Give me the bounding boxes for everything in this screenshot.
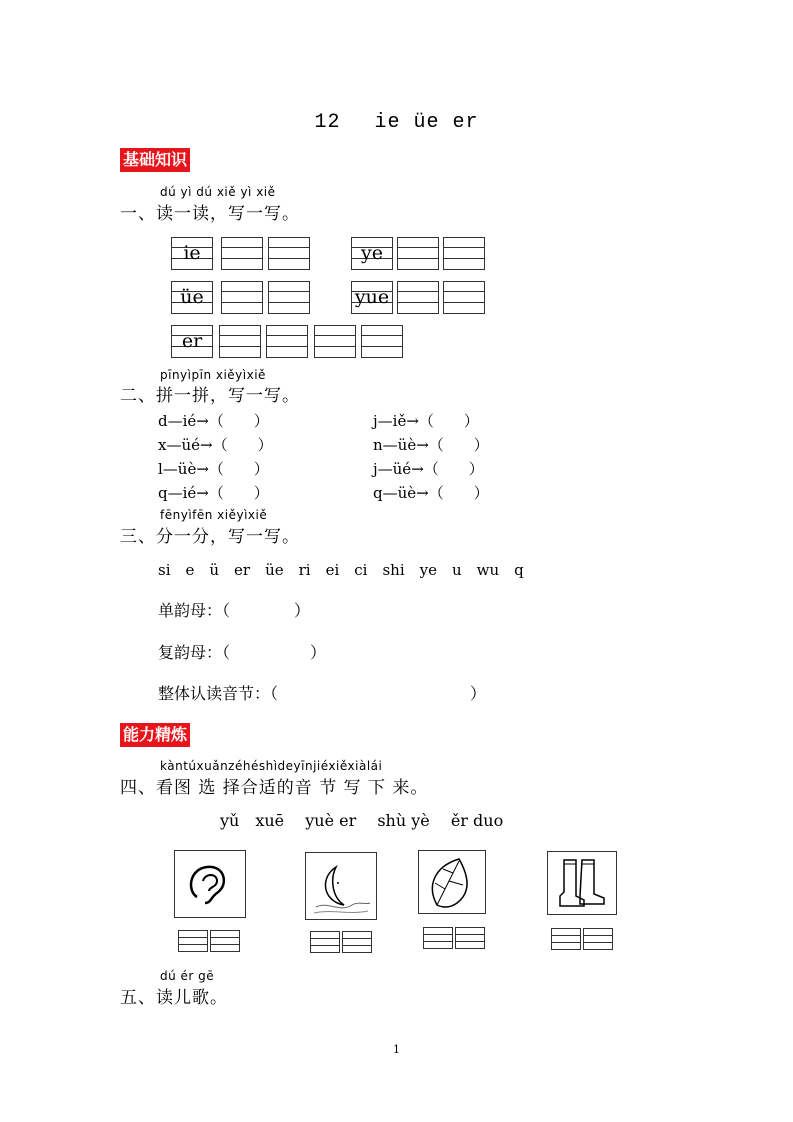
grid-cell-blank[interactable] (268, 237, 310, 270)
leaf-icon (419, 851, 485, 913)
page-number: 1 (393, 1043, 400, 1056)
grid-cell-er: er (171, 325, 213, 358)
grid-cell-blank[interactable] (266, 325, 308, 358)
grid-cell-ie: ie (171, 237, 213, 270)
answer-cell[interactable] (423, 927, 453, 949)
answer-cell[interactable] (178, 930, 208, 952)
grid-cell-blank[interactable] (219, 325, 261, 358)
q2-pinyin: pīnyìpīn xiěyìxiě (160, 368, 266, 382)
grid-cell-ue: üe (171, 281, 213, 314)
grid-cell-blank[interactable] (221, 281, 263, 314)
answer-cell[interactable] (551, 928, 581, 950)
moon-picture (305, 852, 377, 920)
ear-picture (174, 850, 246, 918)
q5-title: 五、读儿歌。 (120, 988, 228, 1008)
pinyin-exercise: n—üè→（ ） (373, 436, 489, 454)
grid-cell-blank[interactable] (268, 281, 310, 314)
grid-cell-blank[interactable] (443, 281, 485, 314)
grid-cell-blank[interactable] (314, 325, 356, 358)
ear-icon (175, 851, 245, 917)
boots-icon (548, 852, 616, 914)
leaf-picture (418, 850, 486, 914)
answer-cell[interactable] (342, 931, 372, 953)
pinyin-exercise: q—ié→（ ） (158, 484, 269, 502)
pinyin-exercise: j—üé→（ ） (373, 460, 484, 478)
section-badge-ability: 能力精炼 (120, 723, 190, 747)
compound-finals-blank: 复韵母：（ ） (158, 643, 327, 662)
boots-picture (547, 851, 617, 915)
q4-pinyin: kàntúxuǎnzéhéshìdeyīnjiéxiěxiàlái (160, 759, 383, 773)
answer-cell[interactable] (310, 931, 340, 953)
q3-pinyin: fēnyìfēn xiěyìxiě (160, 508, 268, 522)
answer-cell[interactable] (455, 927, 485, 949)
q3-title: 三、分一分，写一写。 (120, 527, 300, 547)
pinyin-exercise: l—üè→（ ） (158, 460, 269, 478)
answer-cell[interactable] (210, 930, 240, 952)
grid-cell-yue: yue (351, 281, 393, 314)
q5-pinyin: dú ér gē (160, 969, 215, 983)
pinyin-exercise: q—üè→（ ） (373, 484, 489, 502)
q1-pinyin: dú yì dú xiě yì xiě (160, 185, 276, 199)
section-badge-basic: 基础知识 (120, 148, 190, 172)
grid-cell-blank[interactable] (361, 325, 403, 358)
single-finals-blank: 单韵母：（ ） (158, 601, 311, 620)
q4-title: 四、看图 选 择合适的音 节 写 下 来。 (120, 778, 429, 798)
pinyin-exercise: d—ié→（ ） (158, 412, 269, 430)
page-title: 12 ie üe er (314, 111, 479, 134)
answer-cell[interactable] (583, 928, 613, 950)
grid-cell-blank[interactable] (397, 237, 439, 270)
syllable-options: yǔ xuē yuè er shù yè ěr duo (220, 811, 504, 830)
moon-icon (306, 853, 376, 919)
letter-list: si e ü er üe ri ei ci shi ye u wu q (158, 561, 524, 579)
grid-cell-ye: ye (351, 237, 393, 270)
q2-title: 二、拼一拼，写一写。 (120, 386, 300, 406)
whole-syllables-blank: 整体认读音节：（ ） (158, 684, 487, 703)
grid-cell-blank[interactable] (221, 237, 263, 270)
pinyin-exercise: x—üé→（ ） (158, 436, 273, 454)
pinyin-exercise: j—iě→（ ） (373, 412, 479, 430)
q1-title: 一、读一读，写一写。 (120, 204, 300, 224)
grid-cell-blank[interactable] (397, 281, 439, 314)
grid-cell-blank[interactable] (443, 237, 485, 270)
